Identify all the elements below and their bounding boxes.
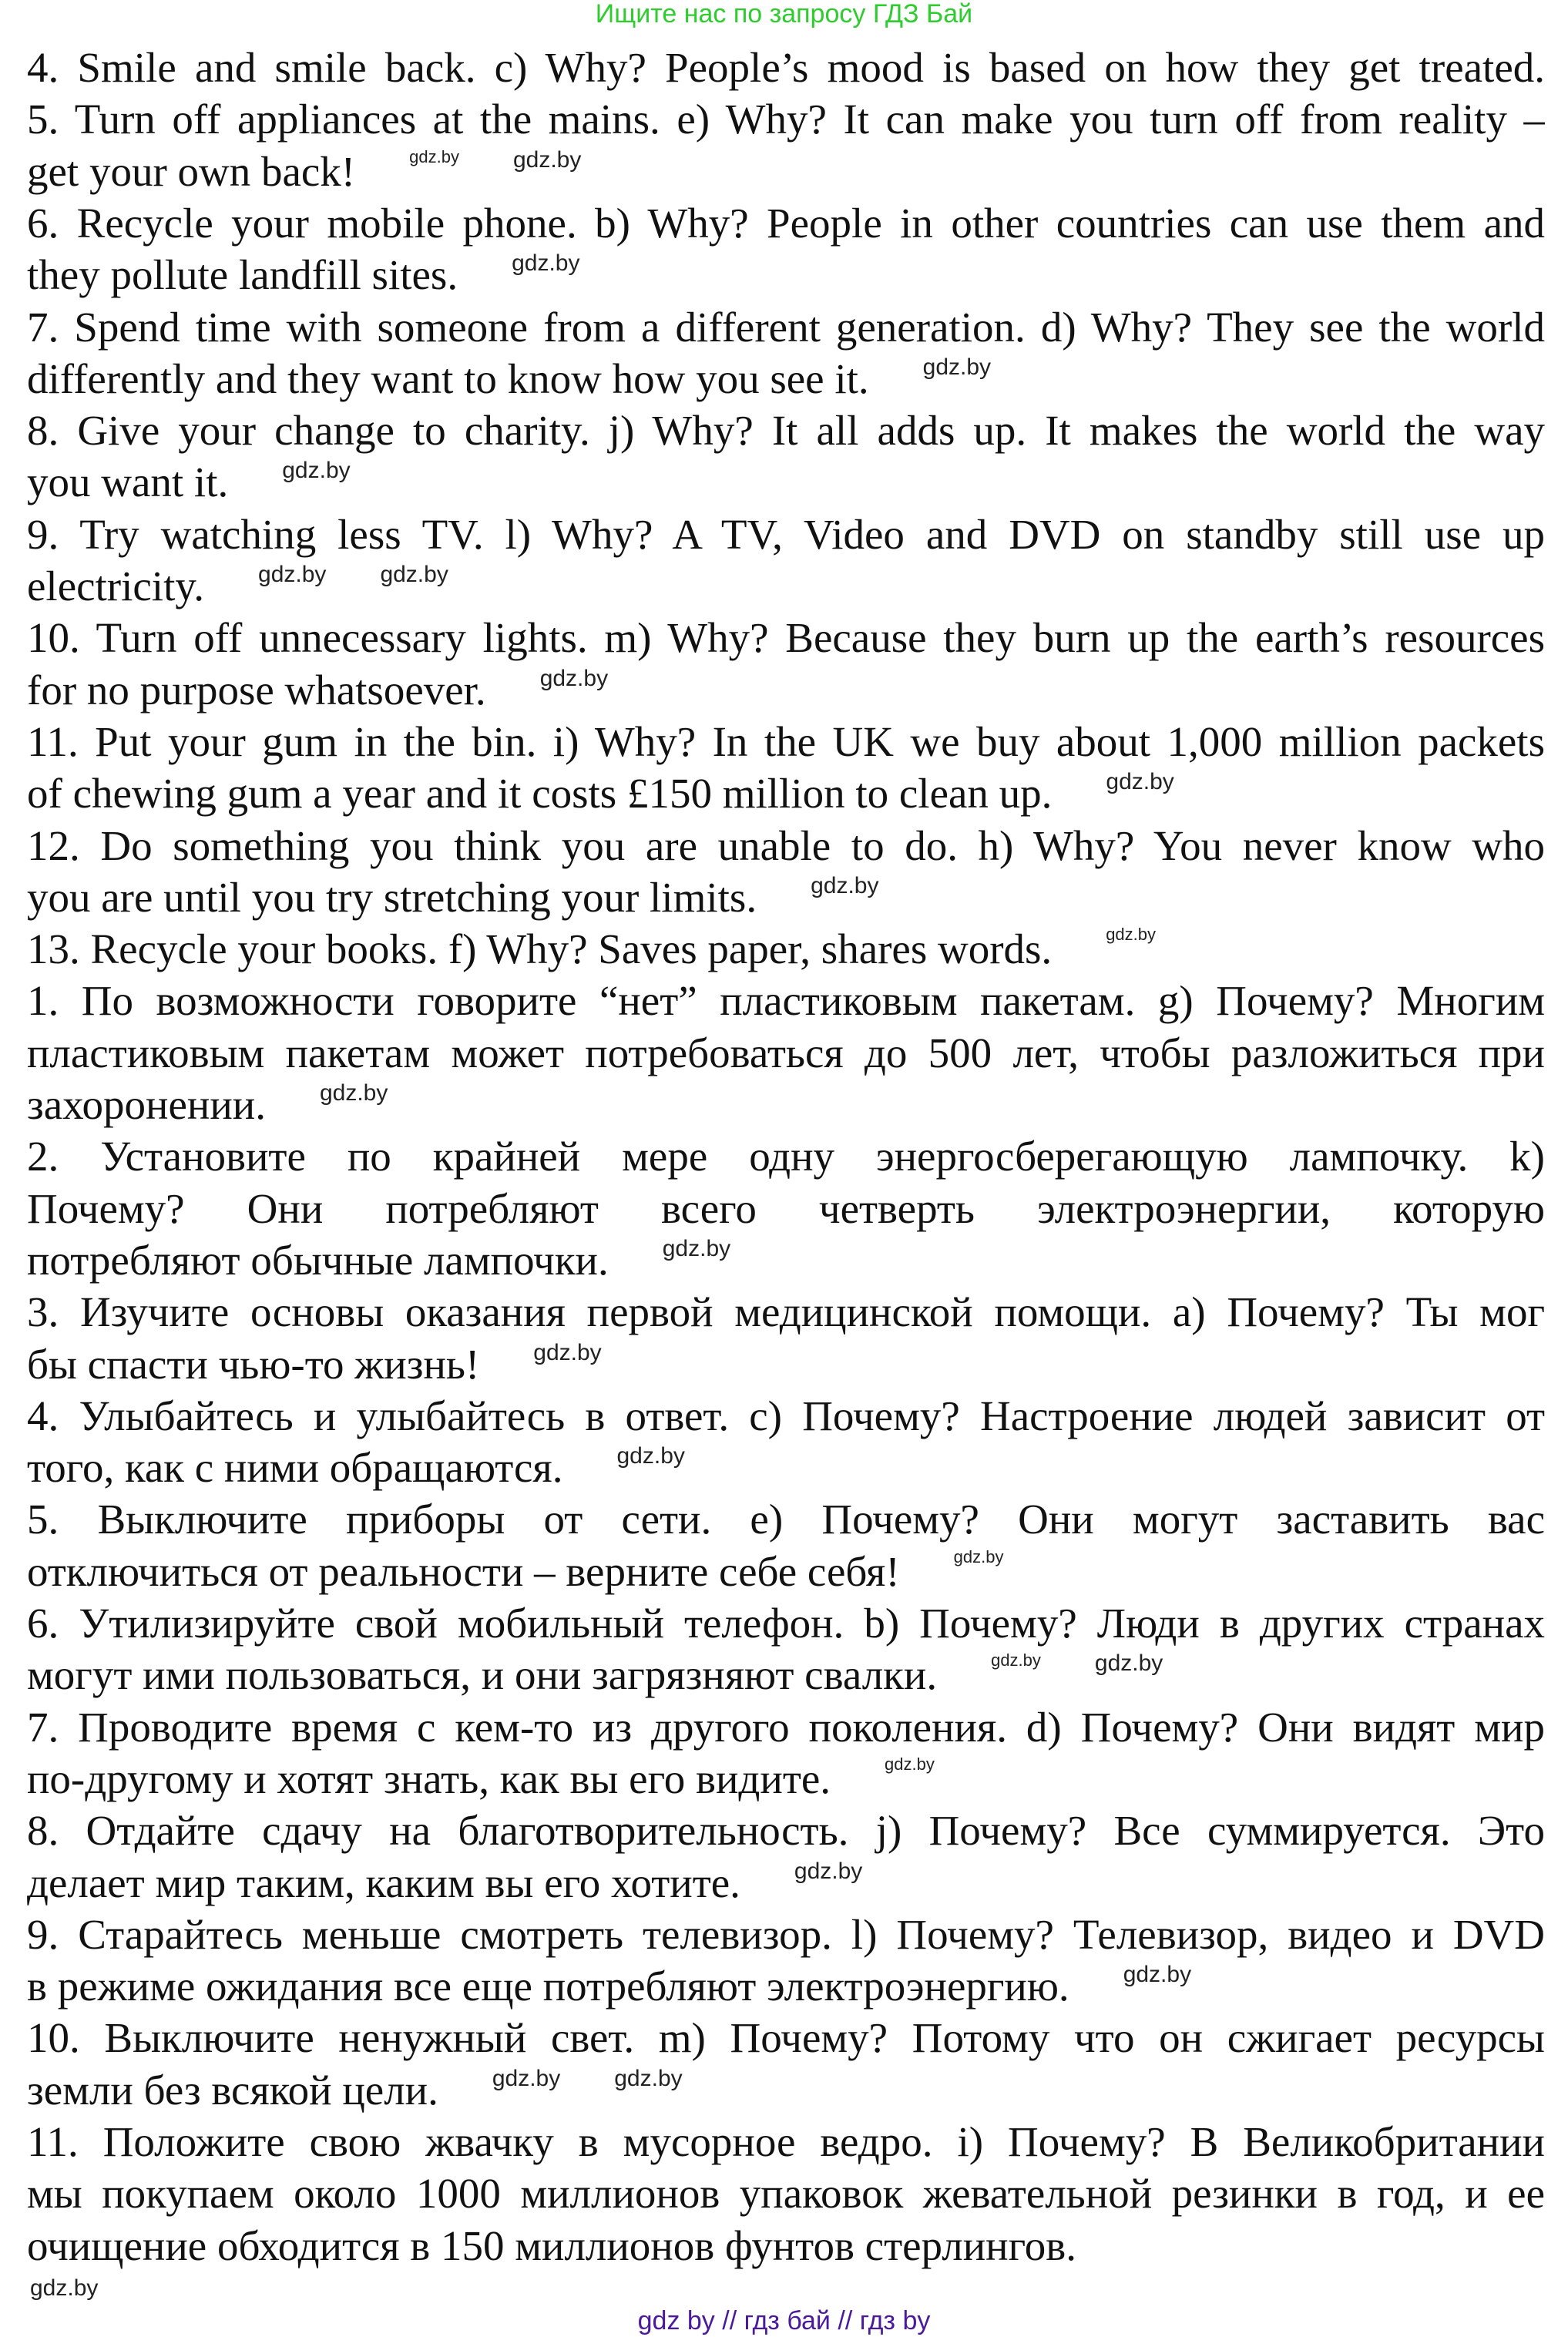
text-line (27, 1546, 1003, 1598)
text-line-content: 7. Spend time with someone from a different generation. d) Why? They see the world (27, 304, 1545, 351)
text-line (27, 1909, 1545, 1961)
text-line (27, 1130, 1545, 1183)
text-line-content: 8. Отдайте сдачу на благотворительность. j) Почему? Все суммируется. Это (27, 1807, 1545, 1854)
text-line (27, 353, 991, 405)
text-line (27, 1493, 1545, 1546)
watermark: gdz.by (991, 1650, 1041, 1670)
text-line-content: мы покупаем около 1000 миллионов упаковок жевательной резинки в год, и ее (27, 2170, 1545, 2217)
text-line (27, 146, 581, 198)
text-line (27, 1027, 1545, 1080)
text-line-content: отключиться от реальности – верните себе себя! (27, 1548, 900, 1595)
search-hint-banner: Ищите нас по запросу ГДЗ Бай (595, 0, 973, 29)
text-line-content: electricity. (27, 562, 205, 609)
watermark: gdz.by (794, 1859, 863, 1884)
text-line (27, 2220, 1076, 2272)
text-line (27, 1857, 862, 1909)
watermark: gdz.by (922, 354, 992, 380)
text-line (27, 975, 1545, 1027)
text-line (27, 767, 1174, 820)
text-line-content: 8. Give your change to charity. j) Why? It all adds up. It makes the world the way (27, 407, 1545, 454)
text-line-content: 5. Turn off appliances at the mains. e) Why? It can make you turn off from reality – (27, 96, 1545, 143)
watermark: gdz.by (811, 873, 879, 898)
text-line (27, 456, 351, 509)
text-line-content: захоронении. (27, 1081, 266, 1128)
text-line-content: делает мир таким, каким вы его хотите. (27, 1859, 740, 1906)
watermark: gdz.by (1094, 1650, 1163, 1676)
text-line-content: 13. Recycle your books. f) Why? Saves paper, shares words. (27, 925, 1053, 972)
text-line-content: you are until you try stretching your limits. (27, 874, 757, 921)
text-line-content: 10. Выключите ненужный свет. m) Почему? Потому что он сжигает ресурсы (27, 2014, 1545, 2061)
watermark: gdz.by (492, 2066, 561, 2091)
text-line (27, 1338, 602, 1391)
text-line-content: 6. Recycle your mobile phone. b) Why? People in other countries can use them and (27, 200, 1545, 247)
text-line-content: 4. Smile and smile back. c) Why? People’s mood is based on how they get treated. (27, 44, 1545, 91)
text-line (27, 612, 1545, 664)
text-line (27, 923, 1156, 975)
text-line-content: 11. Put your gum in the bin. i) Why? In the UK we buy about 1,000 million packets (27, 718, 1545, 765)
text-line (27, 2012, 1545, 2064)
text-line (27, 1390, 1545, 1442)
text-line-content: могут ими пользоваться, и они загрязняют свалки. (27, 1651, 938, 1698)
text-line (27, 1805, 1545, 1857)
watermark: gdz.by (258, 562, 327, 587)
text-line-content: 6. Утилизируйте свой мобильный телефон. b) Почему? Люди в других странах (27, 1600, 1545, 1647)
text-line-content: 4. Улыбайтесь и улыбайтесь в ответ. c) Почему? Настроение людей зависит от (27, 1392, 1545, 1439)
watermark: gdz.by (1106, 925, 1157, 944)
text-line-content: differently and they want to know how you see it. (27, 355, 869, 402)
watermark: gdz.by (953, 1547, 1004, 1566)
text-line (27, 1753, 935, 1805)
text-line (27, 2064, 683, 2117)
text-line-content: 9. Старайтесь меньше смотреть телевизор. l) Почему? Телевизор, видео и DVD (27, 1911, 1545, 1958)
text-line (27, 405, 1545, 457)
text-line-content: 2. Установите по крайней мере одну энергосберегающую лампочку. k) (27, 1133, 1545, 1180)
text-line (27, 560, 448, 613)
text-line-content: 11. Положите свою жвачку в мусорное ведро. i) Почему? В Великобритании (27, 2118, 1545, 2165)
watermark: gdz.by (512, 147, 582, 173)
text-line (27, 871, 878, 924)
text-line (27, 1649, 1163, 1701)
text-line (27, 509, 1545, 561)
text-line (27, 1234, 730, 1287)
text-line-content: 9. Try watching less TV. l) Why? A TV, Video and DVD on standby still use up (27, 511, 1545, 558)
text-line-content: по-другому и хотят знать, как вы его видите. (27, 1755, 831, 1802)
text-line (27, 1442, 685, 1494)
text-line (27, 93, 1545, 146)
watermark: gdz.by (1123, 1962, 1192, 1987)
text-line-content: того, как с ними обращаются. (27, 1444, 563, 1491)
text-line-content: Почему? Они потребляют всего четверть электроэнергии, которую (27, 1185, 1545, 1232)
text-line (27, 249, 579, 301)
text-line (27, 42, 1545, 94)
text-line-content: бы спасти чью-то жизнь! (27, 1341, 480, 1388)
text-line-content: for no purpose whatsoever. (27, 667, 486, 714)
text-line (27, 301, 1545, 354)
text-line (27, 1286, 1545, 1338)
text-line-content: земли без всякой цели. (27, 2067, 438, 2114)
text-line-content: в режиме ожидания все еще потребляют электроэнергию. (27, 1963, 1069, 2010)
text-line (27, 664, 608, 717)
text-line-content: 5. Выключите приборы от сети. e) Почему? Они могут заставить вас (27, 1496, 1545, 1543)
text-line-content: of chewing gum a year and it costs £150 million to clean up. (27, 770, 1053, 817)
watermark: gdz.by (616, 1443, 685, 1469)
watermark: gdz.by (662, 1236, 731, 1261)
text-line (27, 2116, 1545, 2168)
text-line (27, 1183, 1545, 1235)
text-line (27, 1701, 1545, 1754)
text-line-content: 1. По возможности говорите “нет” пластиковым пакетам. g) Почему? Многим (27, 977, 1545, 1024)
watermark: gdz.by (319, 1080, 388, 1106)
footer-site-links[interactable]: gdz by // гдз бай // гдз by (637, 2306, 931, 2335)
watermark: gdz.by (409, 147, 459, 166)
text-line-content: you want it. (27, 458, 229, 505)
text-line-content: they pollute landfill sites. (27, 251, 458, 298)
text-line-content: 7. Проводите время с кем-то из другого поколения. d) Почему? Они видят мир (27, 1704, 1545, 1751)
text-line (27, 1597, 1545, 1650)
text-line-content: 3. Изучите основы оказания первой медицинской помощи. a) Почему? Ты мог (27, 1288, 1545, 1335)
text-line (27, 2167, 1545, 2220)
text-line (27, 197, 1545, 250)
watermark: gdz.by (380, 562, 448, 587)
watermark: gdz.by (512, 250, 580, 276)
text-line-content: пластиковым пакетам может потребоваться до 500 лет, чтобы разложиться при (27, 1029, 1545, 1076)
watermark: gdz.by (1106, 769, 1174, 794)
text-line (27, 716, 1545, 768)
text-line-content: 10. Turn off unnecessary lights. m) Why? Because they burn up the earth’s resources (27, 614, 1545, 661)
watermark: gdz.by (533, 1340, 602, 1365)
text-line-content: get your own back! (27, 148, 356, 195)
text-line-content: потребляют обычные лампочки. (27, 1237, 609, 1284)
text-line (27, 820, 1545, 872)
watermark: gdz.by (885, 1754, 935, 1774)
text-line (27, 1960, 1191, 2013)
text-line-content: 12. Do something you think you are unable to do. h) Why? You never know who (27, 822, 1545, 869)
watermark: gdz.by (30, 2275, 99, 2301)
watermark: gdz.by (282, 458, 351, 483)
text-line (27, 1079, 388, 1131)
text-line-content: очищение обходится в 150 миллионов фунтов стерлингов. (27, 2222, 1077, 2269)
watermark: gdz.by (539, 666, 609, 691)
watermark: gdz.by (614, 2066, 683, 2091)
